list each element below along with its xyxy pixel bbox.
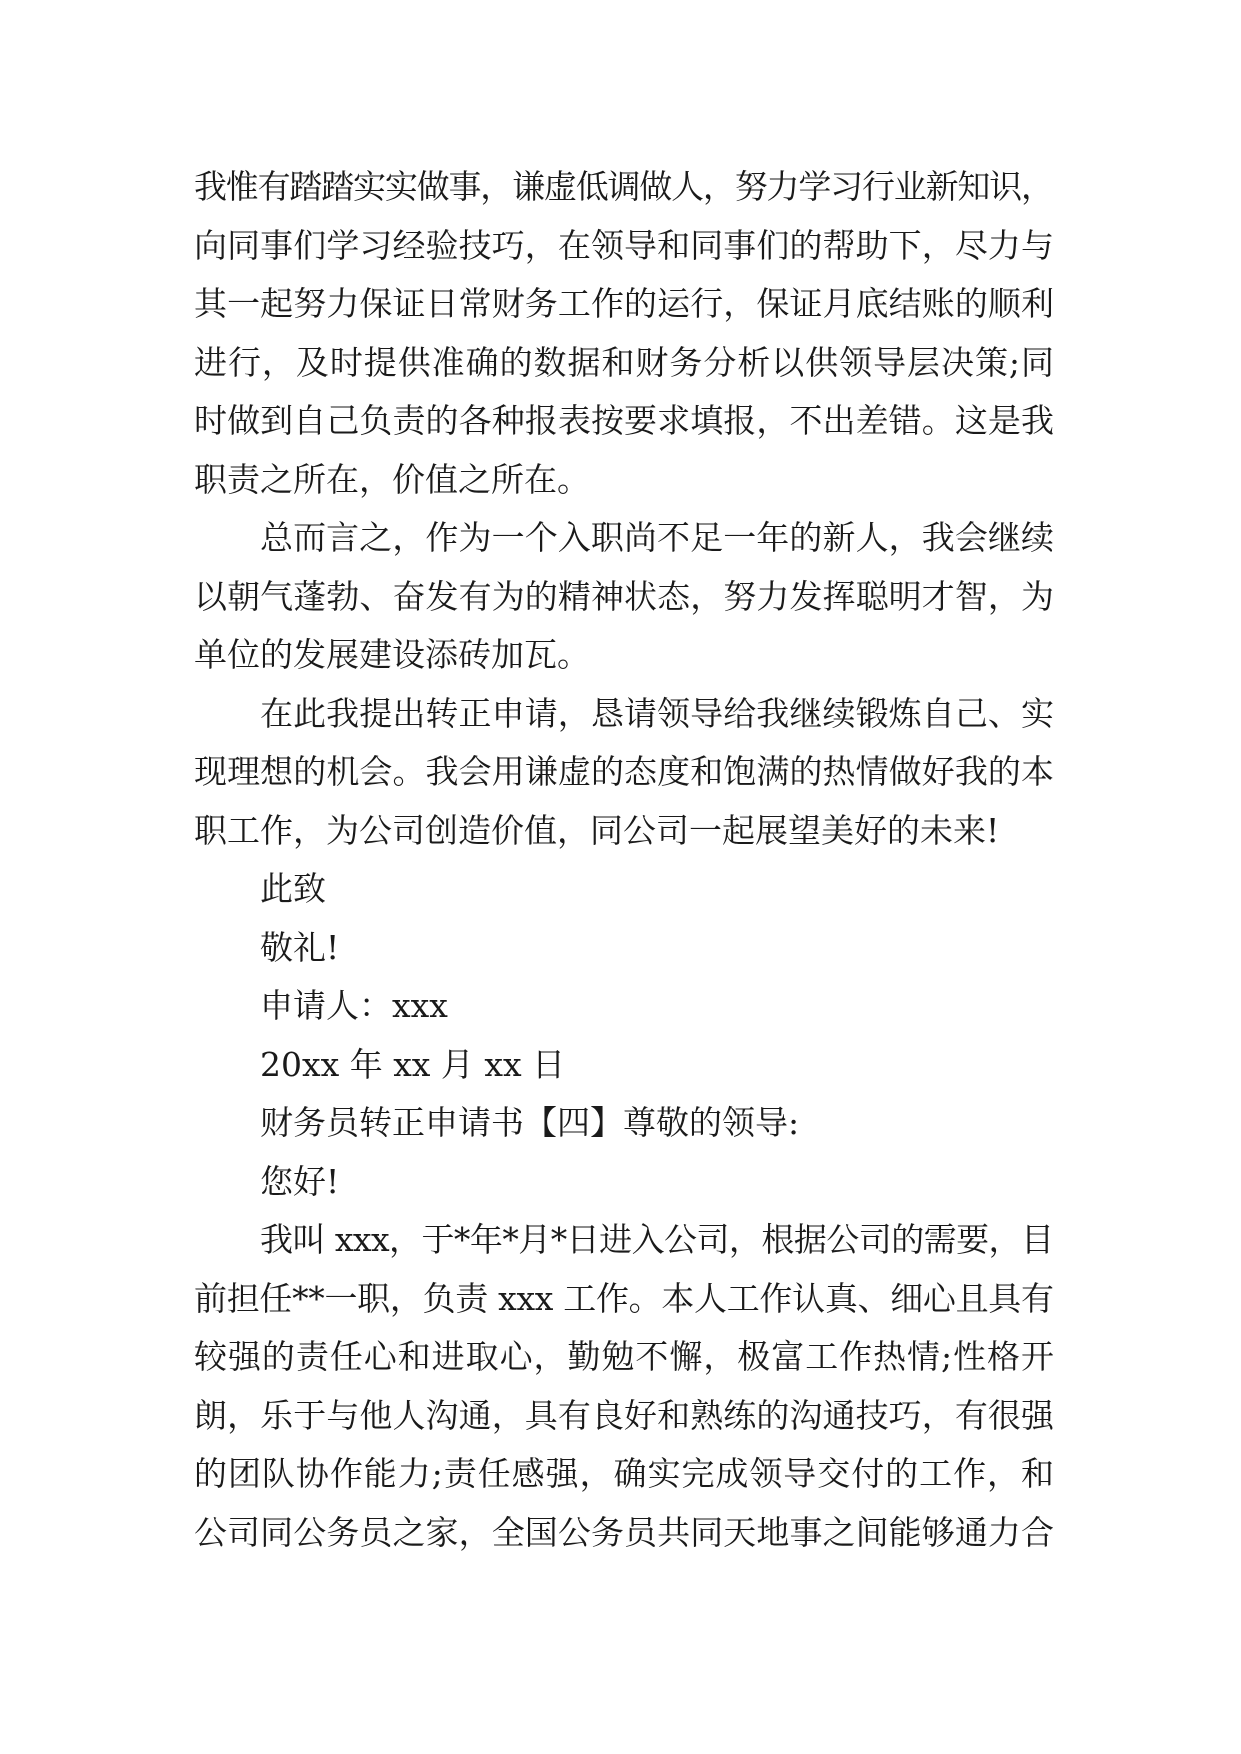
text-line xyxy=(194,1036,1054,1095)
text-line xyxy=(194,392,1054,451)
text-line xyxy=(194,1094,1054,1153)
line-text: 公司同公务员之家，全国公务员共同天地事之间能够通力合 xyxy=(194,1512,1055,1552)
line-text: 现理想的机会。我会用谦虚的态度和饱满的热情做好我的本 xyxy=(194,752,1055,791)
line-text: 较强的责任心和进取心，勤勉不懈，极富工作热情;性格开 xyxy=(194,1337,1055,1376)
line-text: 财务员转正申请书【四】尊敬的领导: xyxy=(260,1103,800,1142)
text-line xyxy=(194,217,1054,276)
text-line xyxy=(194,743,1054,802)
text-line xyxy=(194,1445,1054,1504)
line-text: 进行，及时提供准确的数据和财务分析以供领导层决策;同 xyxy=(194,342,1055,382)
line-text: 其一起努力保证日常财务工作的运行，保证月底结账的顺利 xyxy=(194,284,1055,323)
text-line xyxy=(194,1211,1054,1270)
text-line xyxy=(194,1328,1054,1387)
line-text: 敬礼! xyxy=(260,927,340,967)
line-text: 您好! xyxy=(260,1161,340,1201)
text-line xyxy=(194,685,1054,744)
line-text: 职责之所在，价值之所在。 xyxy=(194,459,590,499)
text-line xyxy=(194,919,1054,978)
text-line xyxy=(194,334,1054,393)
line-text: 我叫 xxx，于*年*月*日进入公司，根据公司的需要，目 xyxy=(260,1220,1054,1259)
line-text: 向同事们学习经验技巧，在领导和同事们的帮助下，尽力与 xyxy=(194,225,1055,265)
line-text: 时做到自己负责的各种报表按要求填报，不出差错。这是我 xyxy=(194,401,1055,440)
text-line xyxy=(194,509,1054,568)
line-text: 单位的发展建设添砖加瓦。 xyxy=(194,635,590,674)
line-text: 以朝气蓬勃、奋发有为的精神状态，努力发挥聪明才智，为 xyxy=(194,576,1055,616)
text-line xyxy=(194,275,1054,334)
text-line xyxy=(194,1153,1054,1212)
text-line xyxy=(194,1504,1054,1563)
line-text: 20xx 年 xx 月 xx 日 xyxy=(260,1044,566,1084)
document-body xyxy=(194,158,1054,1562)
line-text: 此致 xyxy=(260,869,326,908)
text-line xyxy=(194,451,1054,510)
line-text: 朗，乐于与他人沟通，具有良好和熟练的沟通技巧，有很强 xyxy=(194,1395,1055,1435)
line-text: 的团队协作能力;责任感强，确实完成领导交付的工作，和 xyxy=(194,1454,1055,1493)
text-line xyxy=(194,158,1054,217)
line-text: 申请人：xxx xyxy=(260,986,448,1025)
text-line xyxy=(194,1270,1054,1329)
text-line xyxy=(194,1387,1054,1446)
line-text: 前担任**一职，负责 xxx 工作。本人工作认真、细心且具有 xyxy=(194,1278,1054,1318)
line-text: 总而言之，作为一个入职尚不足一年的新人，我会继续 xyxy=(260,518,1055,557)
text-line xyxy=(194,802,1054,861)
text-line xyxy=(194,977,1054,1036)
line-text: 我惟有踏踏实实做事，谦虚低调做人，努力学习行业新知识， xyxy=(194,167,1053,206)
text-line xyxy=(194,568,1054,627)
text-line xyxy=(194,626,1054,685)
line-text: 职工作，为公司创造价值，同公司一起展望美好的未来! xyxy=(194,810,1000,850)
text-line xyxy=(194,860,1054,919)
line-text: 在此我提出转正申请，恳请领导给我继续锻炼自己、实 xyxy=(260,693,1055,733)
